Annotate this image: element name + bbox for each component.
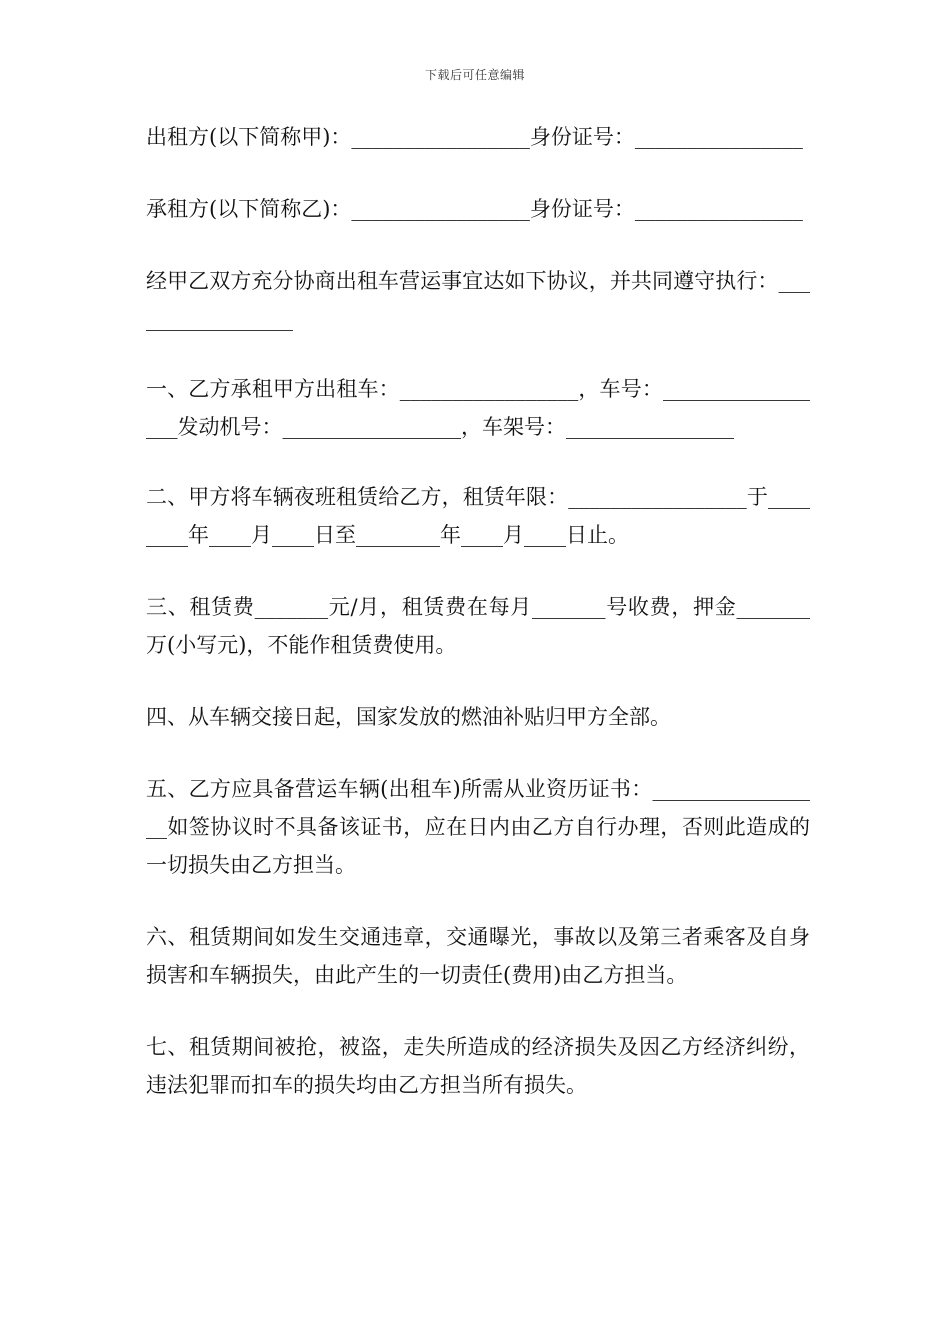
clause-5: 五、乙方应具备营运车辆(出租车)所需从业资历证书：_________________如签协议时不具备该证书，应在日内由乙方自行办理，否则此造成的一切损失由乙方担当。 xyxy=(146,777,810,877)
clause-4: 四、从车辆交接日起，国家发放的燃油补贴归甲方全部。 xyxy=(146,705,671,729)
page-header: 下载后可任意编辑 xyxy=(424,68,525,82)
agreement-intro: 经甲乙双方充分协商出租车营运事宜达如下协议，并共同遵守执行：_________________ xyxy=(146,269,810,331)
clause-2: 二、甲方将车辆夜班租赁给乙方，租赁年限：_________________于________年____月____日至________年____月____日止。 xyxy=(146,485,810,547)
clause-3: 三、租赁费_______元/月，租赁费在每月_______号收费，押金_______万(小写元)，不能作租赁费使用。 xyxy=(146,595,810,657)
clause-1: 一、乙方承租甲方出租车：_________________，车号：_________________发动机号：_________________，车架号：________________ xyxy=(146,377,810,439)
lessor-line: 出租方(以下简称甲)：_________________身份证号：________________ xyxy=(146,125,803,149)
clause-7: 七、租赁期间被抢，被盗，走失所造成的经济损失及因乙方经济纠纷，违法犯罪而扣车的损失均由乙方担当所有损失。 xyxy=(146,1035,810,1097)
contract-body xyxy=(146,118,810,1138)
lessee-line: 承租方(以下简称乙)：_________________身份证号：________________ xyxy=(146,197,803,221)
clause-6: 六、租赁期间如发生交通违章，交通曝光，事故以及第三者乘客及自身损害和车辆损失，由此产生的一切责任(费用)由乙方担当。 xyxy=(146,925,810,987)
